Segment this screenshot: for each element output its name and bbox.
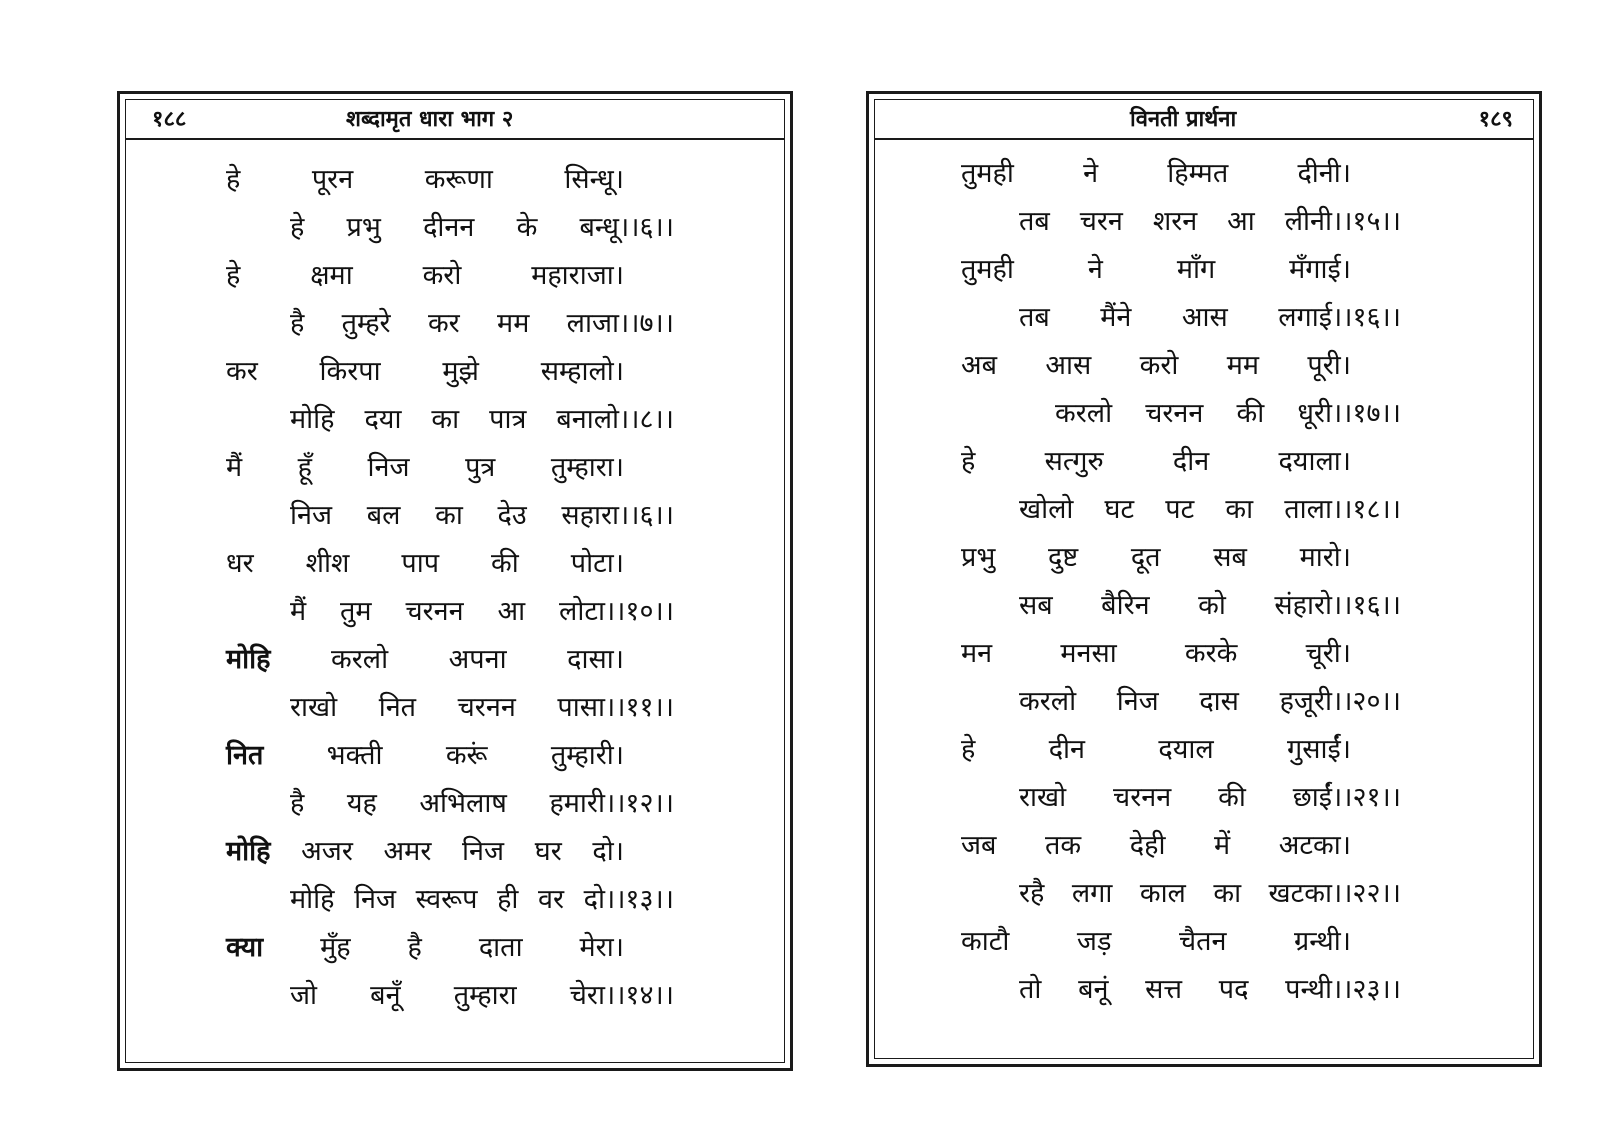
verse-word: तुमही (961, 158, 1014, 189)
verse-line (290, 304, 674, 344)
verse-word: राखो (290, 692, 338, 723)
verse-word: महाराजा। (531, 260, 624, 291)
verse-word: जड़ (1076, 926, 1112, 957)
verse-word: हे (226, 260, 241, 291)
verse-word: मँगाई। (1289, 254, 1351, 285)
verse-word: का (431, 404, 460, 435)
verse-word: करलो (1019, 686, 1077, 717)
verse-line (1019, 586, 1401, 626)
right-page (866, 91, 1542, 1067)
verse-word: हे (961, 446, 976, 477)
verse-word: करूणा (424, 164, 493, 195)
verse-word: की (1218, 782, 1246, 813)
verse-word: भक्ती (326, 740, 383, 771)
verse-word: को (1198, 590, 1226, 621)
verse-word: नित (226, 740, 264, 771)
verse-line (290, 976, 674, 1016)
verse-line (226, 160, 624, 200)
verse-word: अपना (448, 644, 507, 675)
right-page-frame (874, 99, 1534, 1059)
verse-word: स्वरूप (415, 884, 478, 915)
verse-word: ताला।।१८।। (1284, 494, 1401, 525)
verse-word: दास (1199, 686, 1239, 717)
verse-word: हिम्मत (1167, 158, 1229, 189)
verse-word: तक (1045, 830, 1082, 861)
verse-word: अमर (383, 836, 432, 867)
verse-word: का (435, 500, 463, 531)
verse-word: मोहि (290, 884, 335, 915)
verse-line (290, 880, 674, 920)
verse-word: प्रभु (961, 542, 996, 573)
verse-word: हे (290, 212, 305, 243)
verse-word: मोहि (226, 836, 271, 867)
verse-word: सब (1213, 542, 1247, 573)
verse-word: बन्धू।।६।। (579, 212, 674, 243)
verse-word: अभिलाष (419, 788, 507, 819)
verse-line (226, 448, 624, 488)
verse-word: हजूरी।।२०।। (1279, 686, 1401, 717)
verse-line (290, 688, 674, 728)
verse-word: ने (1087, 254, 1103, 285)
verse-word: पूरन (311, 164, 354, 195)
verse-word: जब (961, 830, 997, 861)
verse-line (1019, 682, 1401, 722)
verse-word: मनसा (1060, 638, 1117, 669)
left-page-number: १८८ (152, 106, 187, 132)
verse-word: पद (1218, 974, 1249, 1005)
verse-word: बनालो।।८।। (556, 404, 674, 435)
verse-word: दाता (478, 932, 523, 963)
verse-word: हे (961, 734, 976, 765)
verse-word: मुँह (320, 932, 351, 963)
right-page-number: १८९ (1478, 106, 1513, 132)
verse-line (1055, 394, 1401, 434)
verse-word: चैतन (1178, 926, 1227, 957)
verse-word: घट (1104, 494, 1135, 525)
verse-word: ग्रन्थी। (1294, 926, 1351, 957)
verse-word: ही (497, 884, 519, 915)
verse-word: का (1213, 878, 1242, 909)
verse-word: सहारा।।६।। (561, 500, 674, 531)
left-page-header (126, 100, 784, 140)
verse-line (290, 400, 674, 440)
verse-word: चरनन (1113, 782, 1172, 813)
verse-line (226, 544, 624, 584)
verse-word: गुसाईं। (1287, 734, 1351, 765)
verse-word: निज (367, 452, 410, 483)
verse-word: छाईं।।२१।। (1292, 782, 1401, 813)
verse-word: अटका। (1278, 830, 1351, 861)
verse-word: निज (462, 836, 505, 867)
verse-word: हमारी।।१२।। (549, 788, 674, 819)
verse-line (961, 442, 1351, 482)
verse-line (290, 208, 674, 248)
verse-line (226, 832, 624, 872)
right-page-title: विनती प्रार्थना (1130, 106, 1237, 132)
verse-word: लीनी।।१५।। (1284, 206, 1401, 237)
verse-word: यह (346, 788, 377, 819)
verse-word: करो (1139, 350, 1179, 381)
verse-line (290, 496, 674, 536)
verse-line (961, 250, 1351, 290)
verse-word: निज (1116, 686, 1159, 717)
verse-word: दासा। (567, 644, 624, 675)
verse-word: वर (538, 884, 565, 915)
verse-word: दया (364, 404, 402, 435)
verse-word: मम (497, 308, 530, 339)
verse-word: करूं (445, 740, 488, 771)
verse-word: रहै (1019, 878, 1045, 909)
left-page (117, 91, 793, 1071)
verse-word: चूरी। (1305, 638, 1351, 669)
verse-word: तुम्हरे (341, 308, 391, 339)
verse-word: चेरा।।१४।। (569, 980, 674, 1011)
verse-word: बल (366, 500, 401, 531)
verse-word: राखो (1019, 782, 1067, 813)
verse-line (961, 826, 1351, 866)
verse-word: निज (354, 884, 397, 915)
verse-word: लोटा।।१०।। (559, 596, 674, 627)
verse-word: क्षमा (310, 260, 353, 291)
verse-line (226, 640, 624, 680)
verse-word: शरन (1152, 206, 1198, 237)
verse-word: हूँ (297, 452, 313, 483)
verse-word: है (407, 932, 422, 963)
verse-word: कर (226, 356, 258, 387)
verse-word: चरन (1079, 206, 1123, 237)
verse-word: घर (534, 836, 562, 867)
verse-word: मुझे (442, 356, 479, 387)
verse-word: धूरी।।१७।। (1297, 398, 1401, 429)
verse-word: पोटा। (570, 548, 624, 579)
verse-word: माँग (1176, 254, 1216, 285)
verse-line (226, 352, 624, 392)
verse-word: सत्त (1145, 974, 1183, 1005)
verse-line (1019, 970, 1401, 1010)
verse-word: बनूँ (370, 980, 401, 1011)
verse-word: अजर (301, 836, 353, 867)
verse-word: चरनन (457, 692, 516, 723)
verse-word: दीनी। (1297, 158, 1351, 189)
verse-word: करलो (331, 644, 389, 675)
verse-word: शीश (305, 548, 350, 579)
verse-word: पट (1165, 494, 1195, 525)
verse-word: है (290, 308, 305, 339)
verse-word: बैरिन (1101, 590, 1150, 621)
verse-word: दीन (1048, 734, 1086, 765)
verse-word: देउ (497, 500, 527, 531)
verse-word: तब (1019, 302, 1050, 333)
verse-word: काटौ (961, 926, 1010, 957)
verse-word: मोहि (290, 404, 335, 435)
verse-word: पात्र (489, 404, 527, 435)
verse-word: दो।।१३।। (583, 884, 674, 915)
verse-line (961, 634, 1351, 674)
verse-word: पूरी। (1307, 350, 1351, 381)
verse-word: के (516, 212, 538, 243)
verse-word: करो (422, 260, 462, 291)
verse-word: देही (1129, 830, 1166, 861)
verse-word: तुम (340, 596, 372, 627)
verse-word: अब (961, 350, 998, 381)
verse-line (961, 922, 1351, 962)
verse-word: तुम्हारी। (550, 740, 624, 771)
verse-word: क्या (226, 932, 264, 963)
verse-word: आ (497, 596, 526, 627)
verse-word: आ (1227, 206, 1255, 237)
verse-word: तुम्हारा (453, 980, 517, 1011)
verse-word: लगाई।।१६।। (1278, 302, 1401, 333)
verse-word: मैं (290, 596, 307, 627)
verse-word: की (491, 548, 519, 579)
verse-word: मारो। (1299, 542, 1351, 573)
verse-line (1019, 874, 1401, 914)
verse-word: काल (1139, 878, 1186, 909)
verse-word: मेरा। (579, 932, 624, 963)
verse-word: दयाला। (1278, 446, 1351, 477)
verse-line (226, 928, 624, 968)
verse-line (961, 154, 1351, 194)
verse-word: मैं (226, 452, 243, 483)
verse-word: मोहि (226, 644, 271, 675)
verse-word: सम्हालो। (540, 356, 624, 387)
verse-word: पन्थी।।२३।। (1285, 974, 1401, 1005)
verse-word: तुम्हारा। (550, 452, 624, 483)
verse-word: खोलो (1019, 494, 1074, 525)
verse-word: आस (1181, 302, 1228, 333)
verse-word: कर (427, 308, 460, 339)
verse-word: बनूं (1078, 974, 1109, 1005)
verse-word: का (1225, 494, 1254, 525)
verse-word: है (290, 788, 305, 819)
verse-word: मन (961, 638, 993, 669)
verse-word: दीनन (423, 212, 475, 243)
verse-word: सब (1019, 590, 1053, 621)
verse-word: सत्गुरु (1044, 446, 1104, 477)
verse-word: पुत्र (465, 452, 496, 483)
verse-word: करके (1184, 638, 1238, 669)
verse-line (1019, 298, 1401, 338)
verse-word: निज (290, 500, 333, 531)
verse-word: खटका।।२२।। (1268, 878, 1401, 909)
verse-word: धर (226, 548, 254, 579)
verse-line (961, 538, 1351, 578)
verse-word: दीन (1172, 446, 1210, 477)
verse-word: किरपा (319, 356, 381, 387)
verse-word: प्रभु (346, 212, 381, 243)
verse-word: चरनन (1145, 398, 1204, 429)
verse-line (226, 256, 624, 296)
verse-word: पासा।।११।। (557, 692, 674, 723)
left-page-title: शब्दामृत धारा भाग २ (346, 106, 514, 132)
verse-word: पाप (401, 548, 440, 579)
verse-line (226, 736, 624, 776)
left-page-frame (125, 99, 785, 1063)
right-page-header (875, 100, 1533, 140)
verse-word: तो (1019, 974, 1042, 1005)
verse-word: सिन्धू। (564, 164, 624, 195)
verse-word: जो (290, 980, 318, 1011)
verse-line (1019, 778, 1401, 818)
verse-word: हे (226, 164, 241, 195)
verse-word: दो। (592, 836, 624, 867)
verse-word: ने (1083, 158, 1099, 189)
verse-word: दयाल (1158, 734, 1214, 765)
verse-word: की (1236, 398, 1265, 429)
verse-word: करलो (1055, 398, 1113, 429)
verse-word: दुष्ट (1048, 542, 1079, 573)
verse-word: मम (1226, 350, 1260, 381)
verse-word: नित (378, 692, 417, 723)
verse-line (961, 346, 1351, 386)
verse-word: में (1214, 830, 1231, 861)
verse-line (961, 730, 1351, 770)
verse-word: तुमही (961, 254, 1014, 285)
verse-word: दूत (1130, 542, 1161, 573)
verse-line (290, 784, 674, 824)
verse-line (1019, 490, 1401, 530)
verse-word: मैंने (1100, 302, 1132, 333)
verse-word: आस (1045, 350, 1092, 381)
verse-word: संहारो।।१६।। (1274, 590, 1401, 621)
verse-word: तब (1019, 206, 1050, 237)
verse-word: लगा (1071, 878, 1113, 909)
verse-line (1019, 202, 1401, 242)
verse-word: चरनन (405, 596, 464, 627)
verse-word: लाजा।।७।। (566, 308, 674, 339)
verse-line (290, 592, 674, 632)
